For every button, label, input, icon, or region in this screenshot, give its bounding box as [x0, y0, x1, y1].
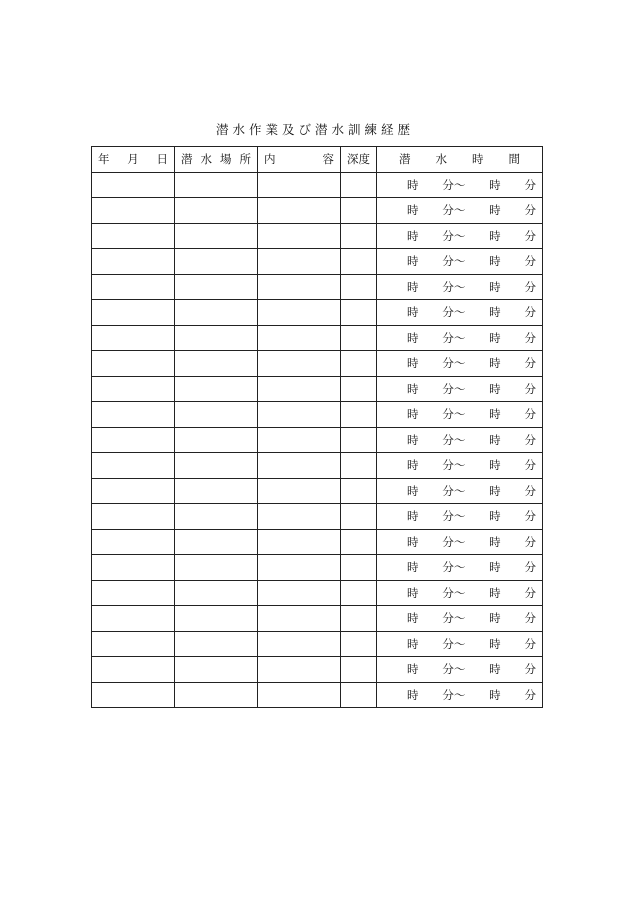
depth-cell[interactable] [341, 453, 377, 479]
depth-cell[interactable] [341, 402, 377, 428]
location-cell[interactable] [175, 198, 258, 224]
start-hour-label: 時 [407, 228, 419, 243]
start-minute-label: 分〜 [442, 330, 466, 345]
header-location: 潜 水 場 所 [175, 147, 258, 173]
table-row [92, 580, 543, 606]
start-hour-label: 時 [407, 560, 419, 575]
end-minute-label: 分 [524, 254, 536, 269]
depth-cell[interactable] [341, 376, 377, 402]
content-cell[interactable] [258, 198, 341, 224]
date-cell[interactable] [92, 223, 175, 249]
end-hour-label: 時 [489, 432, 501, 447]
table-row [92, 351, 543, 377]
dive-time-cell[interactable] [377, 631, 543, 657]
end-minute-label: 分 [524, 611, 536, 626]
dive-time-cell[interactable] [377, 657, 543, 683]
start-hour-label: 時 [407, 330, 419, 345]
depth-cell[interactable] [341, 606, 377, 632]
start-minute-label: 分〜 [442, 356, 466, 371]
start-hour-label: 時 [407, 687, 419, 702]
start-minute-label: 分〜 [442, 662, 466, 677]
location-cell[interactable] [175, 504, 258, 530]
content-cell[interactable] [258, 478, 341, 504]
table-row [92, 223, 543, 249]
start-minute-label: 分〜 [442, 509, 466, 524]
end-hour-label: 時 [489, 560, 501, 575]
content-cell[interactable] [258, 325, 341, 351]
end-minute-label: 分 [524, 356, 536, 371]
content-cell[interactable] [258, 580, 341, 606]
start-hour-label: 時 [407, 509, 419, 524]
end-hour-label: 時 [489, 636, 501, 651]
date-cell[interactable] [92, 555, 175, 581]
end-hour-label: 時 [489, 611, 501, 626]
location-cell[interactable] [175, 657, 258, 683]
end-minute-label: 分 [524, 279, 536, 294]
location-cell[interactable] [175, 580, 258, 606]
table-row [92, 376, 543, 402]
table-row [92, 325, 543, 351]
end-minute-label: 分 [524, 305, 536, 320]
table-row [92, 249, 543, 275]
start-minute-label: 分〜 [442, 228, 466, 243]
dive-time-cell[interactable] [377, 580, 543, 606]
depth-cell[interactable] [341, 504, 377, 530]
table-row [92, 402, 543, 428]
start-minute-label: 分〜 [442, 458, 466, 473]
start-hour-label: 時 [407, 458, 419, 473]
end-hour-label: 時 [489, 356, 501, 371]
date-cell[interactable] [92, 300, 175, 326]
content-cell[interactable] [258, 453, 341, 479]
location-cell[interactable] [175, 555, 258, 581]
dive-time-cell[interactable] [377, 274, 543, 300]
start-minute-label: 分〜 [442, 407, 466, 422]
content-cell[interactable] [258, 300, 341, 326]
end-minute-label: 分 [524, 534, 536, 549]
end-hour-label: 時 [489, 662, 501, 677]
start-hour-label: 時 [407, 381, 419, 396]
dive-time-cell[interactable] [377, 198, 543, 224]
table-row [92, 631, 543, 657]
table-row [92, 504, 543, 530]
depth-cell[interactable] [341, 682, 377, 708]
dive-time-cell[interactable] [377, 555, 543, 581]
start-minute-label: 分〜 [442, 585, 466, 600]
start-minute-label: 分〜 [442, 177, 466, 192]
date-cell[interactable] [92, 172, 175, 198]
table-row [92, 300, 543, 326]
start-minute-label: 分〜 [442, 254, 466, 269]
start-minute-label: 分〜 [442, 687, 466, 702]
content-cell[interactable] [258, 606, 341, 632]
content-cell[interactable] [258, 351, 341, 377]
depth-cell[interactable] [341, 300, 377, 326]
start-hour-label: 時 [407, 611, 419, 626]
header-date: 年 月 日 [92, 147, 175, 173]
end-minute-label: 分 [524, 458, 536, 473]
end-minute-label: 分 [524, 687, 536, 702]
date-cell[interactable] [92, 274, 175, 300]
end-hour-label: 時 [489, 228, 501, 243]
start-minute-label: 分〜 [442, 483, 466, 498]
start-minute-label: 分〜 [442, 279, 466, 294]
end-minute-label: 分 [524, 177, 536, 192]
end-minute-label: 分 [524, 585, 536, 600]
location-cell[interactable] [175, 223, 258, 249]
date-cell[interactable] [92, 198, 175, 224]
location-cell[interactable] [175, 172, 258, 198]
header-content: 内 容 [258, 147, 341, 173]
depth-cell[interactable] [341, 657, 377, 683]
start-minute-label: 分〜 [442, 534, 466, 549]
location-cell[interactable] [175, 402, 258, 428]
end-hour-label: 時 [489, 483, 501, 498]
end-minute-label: 分 [524, 330, 536, 345]
depth-cell[interactable] [341, 198, 377, 224]
depth-cell[interactable] [341, 351, 377, 377]
content-cell[interactable] [258, 529, 341, 555]
dive-time-cell[interactable] [377, 300, 543, 326]
table-row [92, 555, 543, 581]
dive-time-cell[interactable] [377, 529, 543, 555]
depth-cell[interactable] [341, 580, 377, 606]
location-cell[interactable] [175, 606, 258, 632]
location-cell[interactable] [175, 351, 258, 377]
content-cell[interactable] [258, 682, 341, 708]
content-cell[interactable] [258, 274, 341, 300]
table-row [92, 172, 543, 198]
start-minute-label: 分〜 [442, 305, 466, 320]
table-row [92, 478, 543, 504]
date-cell[interactable] [92, 529, 175, 555]
end-hour-label: 時 [489, 305, 501, 320]
dive-time-cell[interactable] [377, 351, 543, 377]
start-hour-label: 時 [407, 305, 419, 320]
depth-cell[interactable] [341, 172, 377, 198]
dive-time-cell[interactable] [377, 606, 543, 632]
location-cell[interactable] [175, 427, 258, 453]
end-minute-label: 分 [524, 483, 536, 498]
start-minute-label: 分〜 [442, 381, 466, 396]
start-hour-label: 時 [407, 407, 419, 422]
end-hour-label: 時 [489, 254, 501, 269]
depth-cell[interactable] [341, 274, 377, 300]
depth-cell[interactable] [341, 631, 377, 657]
start-hour-label: 時 [407, 254, 419, 269]
dive-time-cell[interactable] [377, 453, 543, 479]
location-cell[interactable] [175, 274, 258, 300]
start-hour-label: 時 [407, 177, 419, 192]
start-hour-label: 時 [407, 203, 419, 218]
dive-time-cell[interactable] [377, 376, 543, 402]
location-cell[interactable] [175, 529, 258, 555]
date-cell[interactable] [92, 657, 175, 683]
end-minute-label: 分 [524, 662, 536, 677]
depth-cell[interactable] [341, 478, 377, 504]
depth-cell[interactable] [341, 325, 377, 351]
header-depth: 深度 [341, 147, 377, 173]
start-hour-label: 時 [407, 483, 419, 498]
table-row [92, 657, 543, 683]
location-cell[interactable] [175, 453, 258, 479]
table-row [92, 606, 543, 632]
end-hour-label: 時 [489, 279, 501, 294]
depth-cell[interactable] [341, 223, 377, 249]
content-cell[interactable] [258, 376, 341, 402]
dive-history-table [91, 146, 543, 708]
content-cell[interactable] [258, 172, 341, 198]
start-minute-label: 分〜 [442, 560, 466, 575]
location-cell[interactable] [175, 249, 258, 275]
date-cell[interactable] [92, 606, 175, 632]
end-minute-label: 分 [524, 636, 536, 651]
start-hour-label: 時 [407, 432, 419, 447]
table-row [92, 274, 543, 300]
end-minute-label: 分 [524, 228, 536, 243]
end-hour-label: 時 [489, 330, 501, 345]
start-minute-label: 分〜 [442, 611, 466, 626]
date-cell[interactable] [92, 631, 175, 657]
start-hour-label: 時 [407, 585, 419, 600]
end-minute-label: 分 [524, 407, 536, 422]
depth-cell[interactable] [341, 249, 377, 275]
dive-time-cell[interactable] [377, 325, 543, 351]
location-cell[interactable] [175, 300, 258, 326]
content-cell[interactable] [258, 504, 341, 530]
dive-time-cell[interactable] [377, 402, 543, 428]
date-cell[interactable] [92, 580, 175, 606]
date-cell[interactable] [92, 402, 175, 428]
end-minute-label: 分 [524, 560, 536, 575]
depth-cell[interactable] [341, 427, 377, 453]
date-cell[interactable] [92, 376, 175, 402]
content-cell[interactable] [258, 402, 341, 428]
location-cell[interactable] [175, 682, 258, 708]
dive-time-cell[interactable] [377, 478, 543, 504]
start-hour-label: 時 [407, 636, 419, 651]
dive-time-cell[interactable] [377, 249, 543, 275]
content-cell[interactable] [258, 657, 341, 683]
end-hour-label: 時 [489, 203, 501, 218]
end-hour-label: 時 [489, 509, 501, 524]
start-hour-label: 時 [407, 534, 419, 549]
date-cell[interactable] [92, 453, 175, 479]
start-hour-label: 時 [407, 662, 419, 677]
table-row [92, 427, 543, 453]
dive-time-cell[interactable] [377, 172, 543, 198]
content-cell[interactable] [258, 631, 341, 657]
table-row [92, 682, 543, 708]
location-cell[interactable] [175, 376, 258, 402]
content-cell[interactable] [258, 427, 341, 453]
dive-time-cell[interactable] [377, 427, 543, 453]
date-cell[interactable] [92, 351, 175, 377]
table-row [92, 529, 543, 555]
header-dive-time: 潜 水 時 間 [377, 147, 543, 173]
location-cell[interactable] [175, 478, 258, 504]
start-minute-label: 分〜 [442, 432, 466, 447]
end-minute-label: 分 [524, 509, 536, 524]
end-hour-label: 時 [489, 458, 501, 473]
dive-time-cell[interactable] [377, 223, 543, 249]
date-cell[interactable] [92, 249, 175, 275]
end-minute-label: 分 [524, 432, 536, 447]
table-row [92, 453, 543, 479]
content-cell[interactable] [258, 555, 341, 581]
start-minute-label: 分〜 [442, 636, 466, 651]
content-cell[interactable] [258, 249, 341, 275]
document-title: 潜水作業及び潜水訓練経歴 [215, 122, 414, 137]
date-cell[interactable] [92, 478, 175, 504]
end-hour-label: 時 [489, 407, 501, 422]
date-cell[interactable] [92, 325, 175, 351]
table-row [92, 198, 543, 224]
dive-time-cell[interactable] [377, 504, 543, 530]
start-hour-label: 時 [407, 356, 419, 371]
content-cell[interactable] [258, 223, 341, 249]
start-minute-label: 分〜 [442, 203, 466, 218]
date-cell[interactable] [92, 427, 175, 453]
depth-cell[interactable] [341, 529, 377, 555]
end-hour-label: 時 [489, 534, 501, 549]
end-minute-label: 分 [524, 203, 536, 218]
end-hour-label: 時 [489, 687, 501, 702]
start-hour-label: 時 [407, 279, 419, 294]
location-cell[interactable] [175, 325, 258, 351]
header-row [92, 147, 543, 173]
dive-time-cell[interactable] [377, 682, 543, 708]
end-hour-label: 時 [489, 177, 501, 192]
depth-cell[interactable] [341, 555, 377, 581]
end-hour-label: 時 [489, 585, 501, 600]
date-cell[interactable] [92, 504, 175, 530]
location-cell[interactable] [175, 631, 258, 657]
date-cell[interactable] [92, 682, 175, 708]
end-minute-label: 分 [524, 381, 536, 396]
end-hour-label: 時 [489, 381, 501, 396]
